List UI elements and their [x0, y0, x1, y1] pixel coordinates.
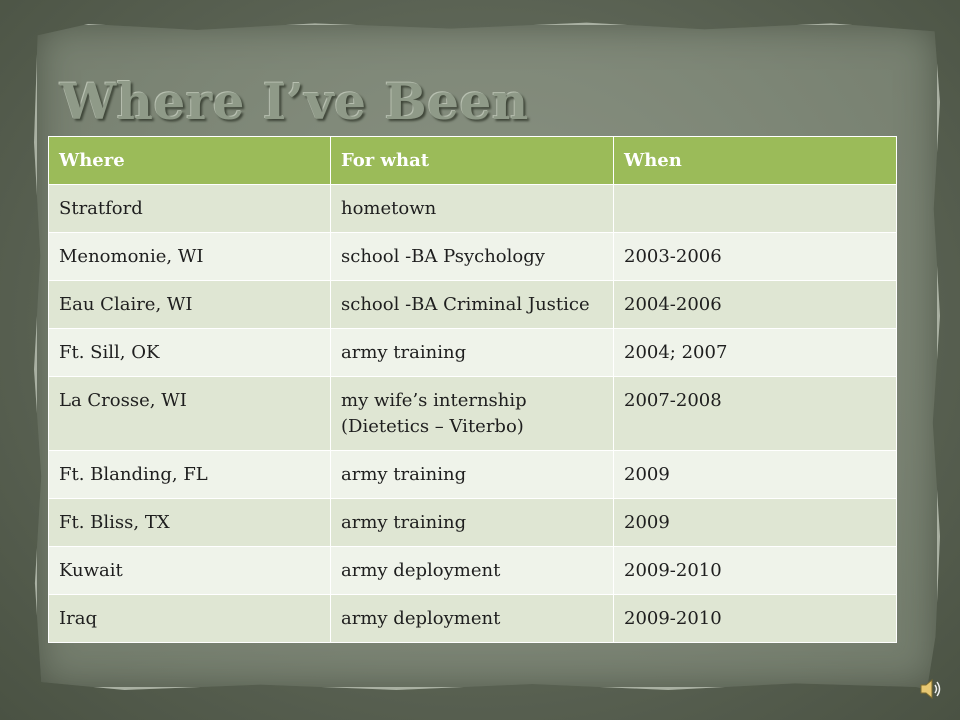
cell-for-what: army training — [331, 451, 614, 499]
table-row — [49, 233, 897, 281]
cell-for-what: army deployment — [331, 595, 614, 643]
cell-where: Stratford — [49, 185, 331, 233]
cell-when: 2009-2010 — [614, 547, 897, 595]
cell-when: 2004; 2007 — [614, 329, 897, 377]
table-row — [49, 281, 897, 329]
table-row — [49, 499, 897, 547]
table-row — [49, 595, 897, 643]
cell-where: Eau Claire, WI — [49, 281, 331, 329]
cell-when: 2009 — [614, 499, 897, 547]
cell-when — [614, 185, 897, 233]
cell-where: Ft. Blanding, FL — [49, 451, 331, 499]
cell-for-what: army deployment — [331, 547, 614, 595]
slide-title: Where I’ve Been — [60, 72, 529, 131]
cell-where: La Crosse, WI — [49, 377, 331, 451]
cell-where: Iraq — [49, 595, 331, 643]
cell-for-what: army training — [331, 329, 614, 377]
cell-when: 2009-2010 — [614, 595, 897, 643]
cell-for-what: my wife’s internship (Dietetics – Viterbo) — [331, 377, 614, 451]
table-row — [49, 377, 897, 451]
cell-for-what: army training — [331, 499, 614, 547]
cell-where: Ft. Bliss, TX — [49, 499, 331, 547]
cell-where: Kuwait — [49, 547, 331, 595]
header-where: Where — [49, 137, 331, 185]
header-when: When — [614, 137, 897, 185]
table-row — [49, 451, 897, 499]
cell-for-what: hometown — [331, 185, 614, 233]
cell-where: Ft. Sill, OK — [49, 329, 331, 377]
table-row — [49, 185, 897, 233]
cell-when: 2004-2006 — [614, 281, 897, 329]
table-header-row — [49, 137, 897, 185]
table-row — [49, 329, 897, 377]
locations-table — [48, 136, 897, 643]
table-row — [49, 547, 897, 595]
cell-for-what: school -BA Criminal Justice — [331, 281, 614, 329]
header-for-what: For what — [331, 137, 614, 185]
cell-when: 2003-2006 — [614, 233, 897, 281]
speaker-icon[interactable] — [918, 676, 944, 706]
cell-for-what: school -BA Psychology — [331, 233, 614, 281]
cell-when: 2007-2008 — [614, 377, 897, 451]
cell-where: Menomonie, WI — [49, 233, 331, 281]
cell-when: 2009 — [614, 451, 897, 499]
